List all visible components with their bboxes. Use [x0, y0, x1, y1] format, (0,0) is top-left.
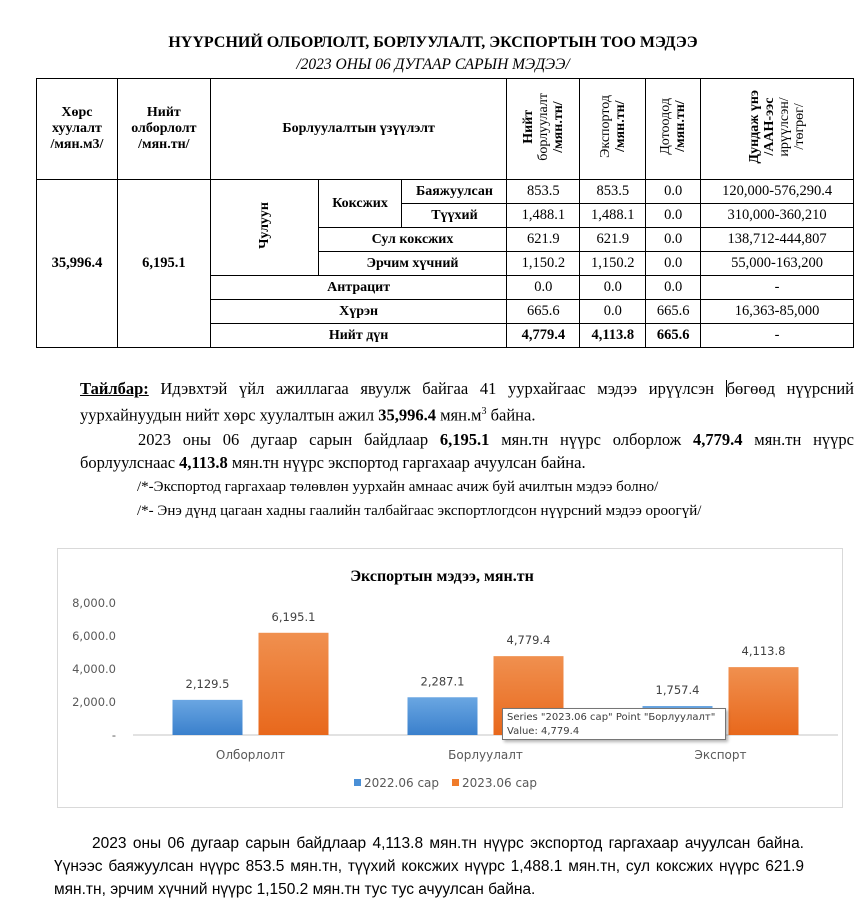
category-labels	[216, 748, 747, 762]
bar[interactable]	[173, 700, 243, 735]
cell-export: 1,150.2	[580, 252, 646, 276]
stripping-value: 35,996.4	[37, 180, 118, 348]
header-avg-price: Дундаж үнэ /ААН-ээс ирүүлсэн/ /төгрөг/	[701, 79, 854, 180]
cell-export: 1,488.1	[580, 204, 646, 228]
note-label: Тайлбар:	[80, 379, 149, 398]
legend-label[interactable]: 2023.06 сар	[462, 776, 538, 790]
data-label: 1,757.4	[655, 683, 700, 698]
cell-domestic: 0.0	[646, 180, 701, 204]
cell-export: 621.9	[580, 228, 646, 252]
cell-price: -	[701, 276, 854, 300]
cell-domestic: 665.6	[646, 300, 701, 324]
footnote-1: /*-Экспортод гаргахаар төлөвлөн уурхайн амнаас ачиж буй ачилтын мэдээ болно/	[137, 479, 659, 495]
row-label: Нийт дүн	[210, 324, 507, 348]
group-coking: Коксжих	[318, 180, 402, 228]
y-tick-label: 4,000.0	[72, 662, 116, 676]
legend-swatch	[354, 779, 361, 786]
cell-total: 0.0	[507, 276, 580, 300]
cell-total: 4,779.4	[507, 324, 580, 348]
chart-title: Экспортын мэдээ, мян.тн	[350, 568, 534, 585]
cell-price: -	[701, 324, 854, 348]
cell-total: 853.5	[507, 180, 580, 204]
data-label: 2,287.1	[420, 674, 465, 689]
data-label: 4,779.4	[506, 633, 551, 648]
bar[interactable]	[259, 633, 329, 735]
cell-export: 4,113.8	[580, 324, 646, 348]
cell-total: 1,488.1	[507, 204, 580, 228]
cell-domestic: 665.6	[646, 324, 701, 348]
row-label: Антрацит	[210, 276, 507, 300]
data-label: 4,113.8	[741, 644, 786, 659]
production-value: 6,195.1	[117, 180, 210, 348]
data-label: 2,129.5	[185, 676, 230, 691]
header-total-sales: Нийт борлуулалт /мян.тн/	[507, 79, 580, 180]
cell-price: 138,712-444,807	[701, 228, 854, 252]
y-tick-label: 8,000.0	[72, 596, 116, 610]
document-title: НҮҮРСНИЙ ОЛБОРЛОЛТ, БОРЛУУЛАЛТ, ЭКСПОРТЫН ТОО МЭДЭЭ	[168, 34, 698, 51]
cell-export: 853.5	[580, 180, 646, 204]
row-label: Хүрэн	[210, 300, 507, 324]
export-chart[interactable]	[57, 548, 843, 808]
legend-swatch	[452, 779, 459, 786]
header-sales-indicator: Борлуулалтын үзүүлэлт	[210, 79, 507, 180]
coal-data-table	[36, 78, 854, 348]
cell-total: 665.6	[507, 300, 580, 324]
category-label: Экспорт	[694, 748, 747, 762]
header-stripping: Хөрс хуулалт /мян.м3/	[37, 79, 118, 180]
y-axis	[72, 596, 116, 742]
cell-export: 0.0	[580, 300, 646, 324]
group-bituminous: Чулуун	[210, 180, 318, 276]
note-paragraph-1: Тайлбар: Идэвхтэй үйл ажиллагаа явуулж байгаа 41 уурхайгаас мэдээ ирүүлсэн бөгөөд нүүрсний уурхайнуудын нийт хөрс хуулалтын ажил 35,996.4 $мян.м^3$ байна.	[80, 379, 854, 425]
y-tick-label: -	[111, 728, 116, 742]
table-header-row	[37, 79, 854, 180]
chart-tooltip: Series "2023.06 сар" Point "Борлуулалт" Value: 4,779.4	[502, 708, 726, 740]
cell-domestic: 0.0	[646, 204, 701, 228]
document-subtitle: /2023 ОНЫ 06 ДУГААР САРЫН МЭДЭЭ/	[296, 56, 570, 73]
header-production: Нийт олборлолт /мян.тн/	[117, 79, 210, 180]
table-row	[37, 180, 854, 204]
cell-price: 16,363-85,000	[701, 300, 854, 324]
cell-total: 1,150.2	[507, 252, 580, 276]
cell-total: 621.9	[507, 228, 580, 252]
summary-paragraph: 2023 оны 06 дугаар сарын байдлаар 4,113.8 мян.тн нүүрс экспортод гаргахаар ачуулсан байна. Үүнээс баяжуулсан нүүрс 853.5 мян.тн, түүхий коксжих нүүрс 1,488.1 мян.тн, сул коксжих нүүрс 621.9 мян.тн, эрчим хүчний нүүрс 1,150.2 мян.тн тус тус ачуулсан байна.	[54, 835, 804, 898]
row-label: Түүхий	[402, 204, 507, 228]
row-label: Эрчим хүчний	[318, 252, 507, 276]
cell-price: 310,000-360,210	[701, 204, 854, 228]
bar[interactable]	[408, 697, 478, 735]
data-label: 6,195.1	[271, 609, 316, 624]
row-label: Баяжуулсан	[402, 180, 507, 204]
cell-price: 55,000-163,200	[701, 252, 854, 276]
cell-price: 120,000-576,290.4	[701, 180, 854, 204]
header-export: Экспортод /мян.тн/	[580, 79, 646, 180]
cell-domestic: 0.0	[646, 228, 701, 252]
category-label: Борлуулалт	[448, 748, 523, 762]
bar[interactable]	[729, 667, 799, 735]
legend-label[interactable]: 2022.06 сар	[364, 776, 440, 790]
header-domestic: Дотоодод /мян.тн/	[646, 79, 701, 180]
cell-domestic: 0.0	[646, 252, 701, 276]
row-label: Сул коксжих	[318, 228, 507, 252]
note-paragraph-2: 2023 оны 06 дугаар сарын байдлаар 6,195.1 мян.тн нүүрс олборлож 4,779.4 мян.тн нүүрс борлуулснаас 4,113.8 мян.тн нүүрс экспортод гаргахаар ачуулсан байна.	[80, 430, 854, 472]
cell-domestic: 0.0	[646, 276, 701, 300]
legend	[354, 776, 537, 790]
footnote-2: /*- Энэ дүнд цагаан хадны гаалийн талбайгаас экспортлогдсон нүүрсний мэдээ ороогүй/	[137, 503, 702, 519]
chart-svg	[58, 549, 842, 807]
y-tick-label: 6,000.0	[72, 629, 116, 643]
y-tick-label: 2,000.0	[72, 695, 116, 709]
category-label: Олборлолт	[215, 748, 286, 762]
cell-export: 0.0	[580, 276, 646, 300]
